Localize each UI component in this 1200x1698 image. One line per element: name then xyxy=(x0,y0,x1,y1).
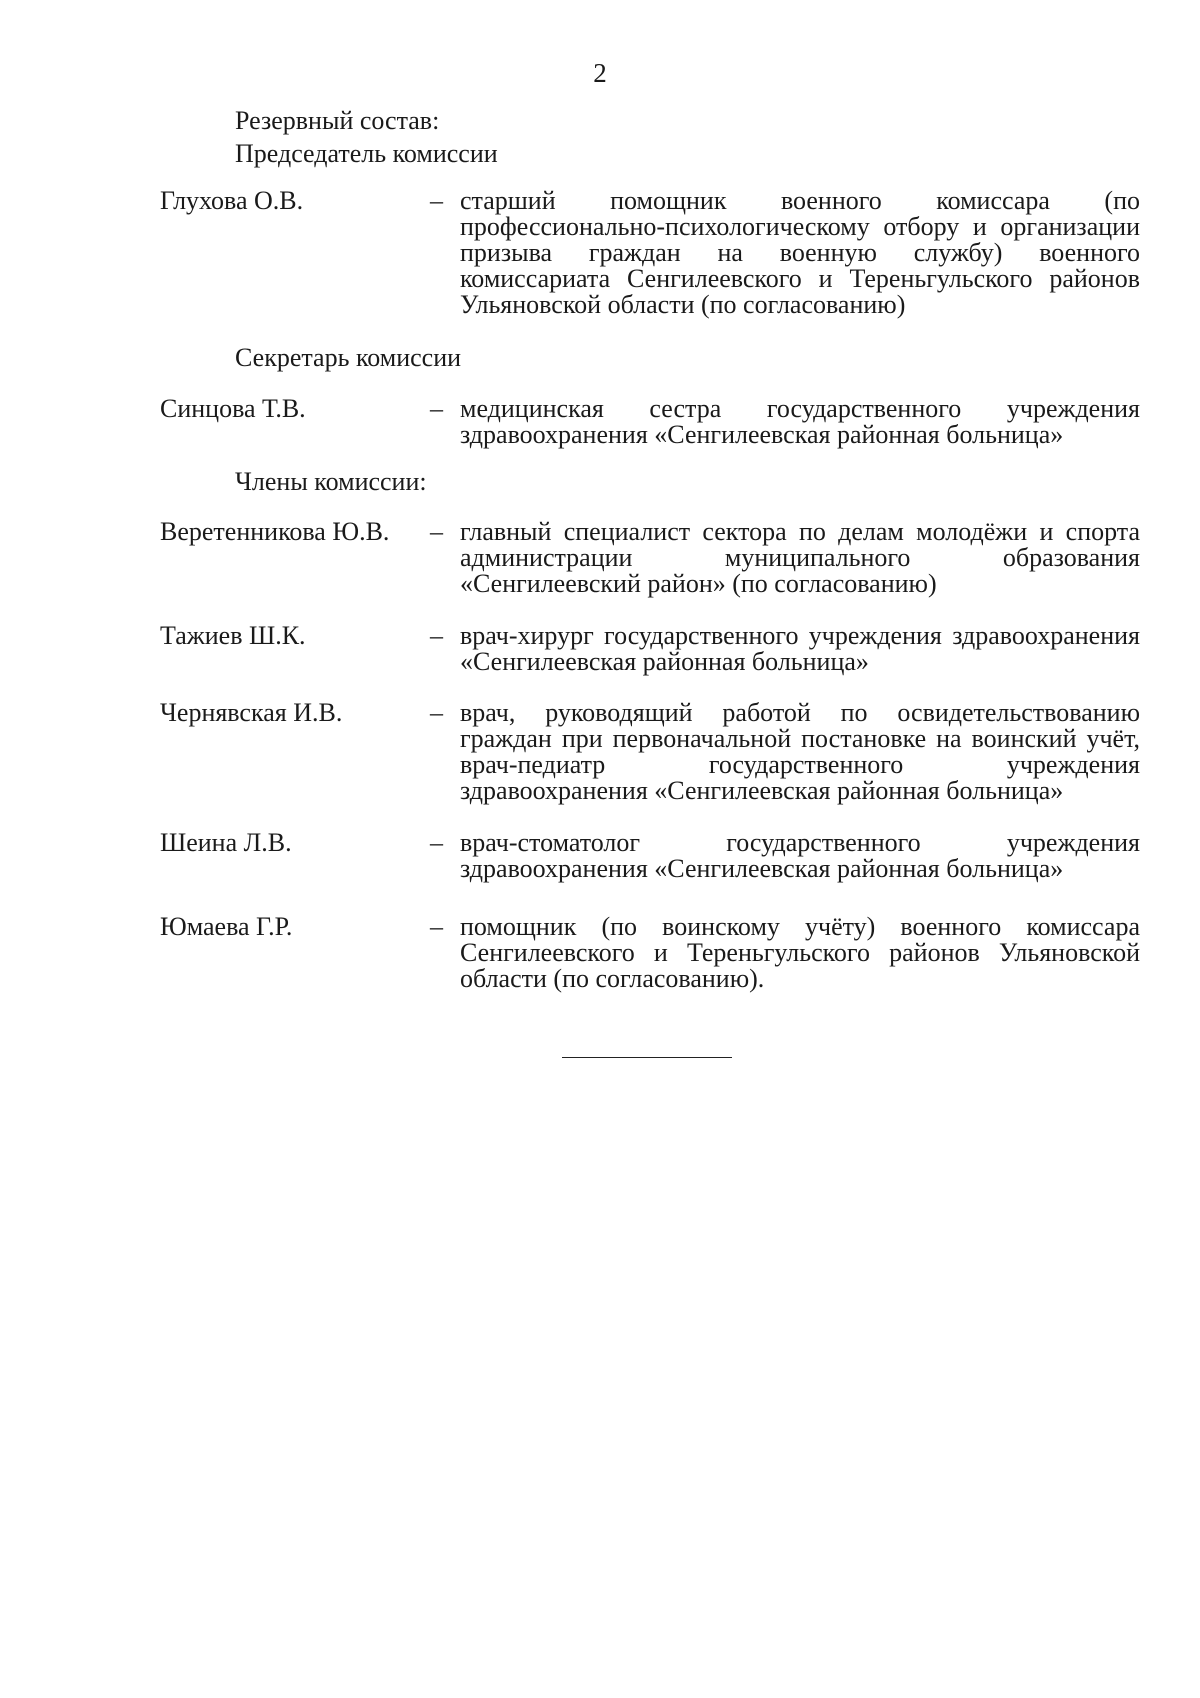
members-heading: Члены комиссии: xyxy=(235,467,427,496)
entry-description: старший помощник военного комиссара (по профессионально-психологическому отбору и организации призыва граждан на военную службу) военного комиссариата Сенгилеевского и Тереньгульского районов Ульяновской области (по согласованию) xyxy=(460,186,1140,319)
entry-description: врач, руководящий работой по освидетельствованию граждан при первоначальной постановке на воинский учёт, врач-педиатр государственного учреждения здравоохранения «Сенгилеевская районная больница» xyxy=(460,698,1140,805)
entry-dash: – xyxy=(430,394,443,423)
entry-description: врач-хирург государственного учреждения здравоохранения «Сенгилеевская районная больница» xyxy=(460,621,1140,676)
chairman-heading: Председатель комиссии xyxy=(235,139,498,168)
entry-dash: – xyxy=(430,698,443,727)
page-number: 2 xyxy=(593,58,607,88)
entry-dash: – xyxy=(430,912,443,941)
entry-dash: – xyxy=(430,621,443,650)
entry-name: Тажиев Ш.К. xyxy=(160,621,306,650)
entry-name: Глухова О.В. xyxy=(160,186,304,215)
secretary-heading: Секретарь комиссии xyxy=(235,343,462,372)
end-rule xyxy=(562,1057,732,1058)
entry-dash: – xyxy=(430,828,443,857)
entry-description: врач-стоматолог государственного учреждения здравоохранения «Сенгилеевская районная больница» xyxy=(460,828,1140,883)
entry-name: Синцова Т.В. xyxy=(160,394,306,423)
entry-name: Юмаева Г.Р. xyxy=(160,912,293,941)
entry-name: Чернявская И.В. xyxy=(160,698,343,727)
entry-dash: – xyxy=(430,517,443,546)
entry-description: медицинская сестра государственного учреждения здравоохранения «Сенгилеевская районная больница» xyxy=(460,394,1140,449)
reserve-heading: Резервный состав: xyxy=(235,106,440,135)
entry-dash: – xyxy=(430,186,443,215)
entry-name: Веретенникова Ю.В. xyxy=(160,517,390,546)
entry-name: Шеина Л.В. xyxy=(160,828,292,857)
entry-description: главный специалист сектора по делам молодёжи и спорта администрации муниципального образования «Сенгилеевский район» (по согласованию) xyxy=(460,517,1140,598)
entry-description: помощник (по воинскому учёту) военного комиссара Сенгилеевского и Тереньгульского районов Ульяновской области (по согласованию). xyxy=(460,912,1140,993)
